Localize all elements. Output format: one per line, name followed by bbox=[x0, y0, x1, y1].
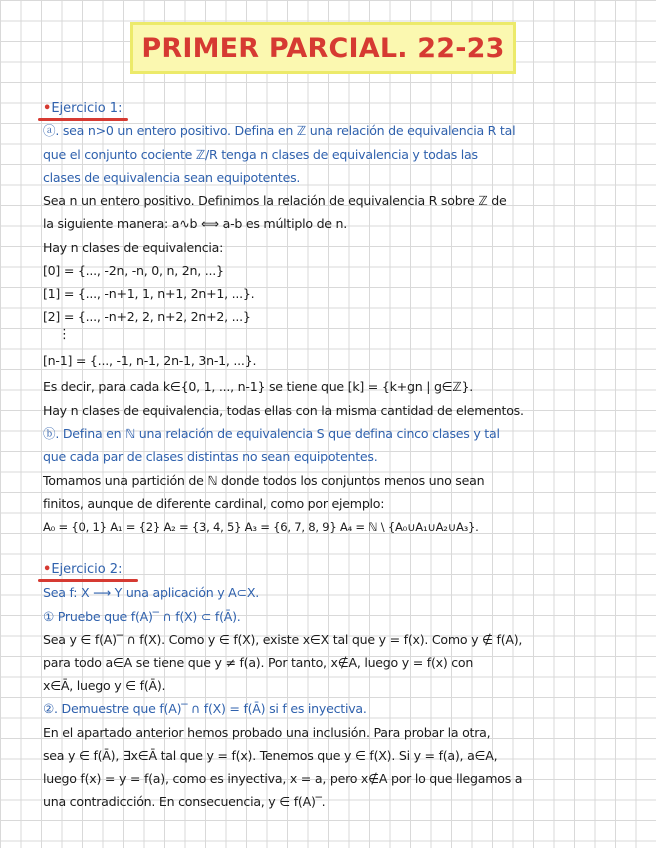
ex1-line: [1] = {..., -n+1, 1, n+1, 2n+1, ...}. bbox=[43, 286, 255, 301]
ex1-line: A₀ = {0, 1} A₁ = {2} A₂ = {3, 4, 5} A₃ = {6, 7, 8, 9} A₄ = ℕ \ {A₀∪A₁∪A₂∪A₃}. bbox=[43, 520, 479, 534]
ex1-line: la siguiente manera: a∿b ⟺ a-b es múltiplo de n. bbox=[43, 216, 348, 231]
title-box bbox=[130, 22, 516, 74]
ex1-line: ⓑ. Defina en ℕ una relación de equivalencia S que defina cinco clases y tal bbox=[43, 426, 500, 441]
exercise-2-underline bbox=[38, 579, 138, 582]
ex2-line: Sea f: X ⟶ Y una aplicación y A⊂X. bbox=[43, 585, 259, 600]
bullet-dot: • bbox=[43, 101, 52, 116]
exercise-1-underline bbox=[38, 118, 128, 121]
exercise-1-heading-text: Ejercicio 1: bbox=[51, 101, 123, 116]
ex2-line: En el apartado anterior hemos probado una inclusión. Para probar la otra, bbox=[43, 725, 491, 740]
ex1-line: ⓐ. sea n>0 un entero positivo. Defina en ℤ una relación de equivalencia R tal bbox=[43, 123, 516, 138]
ex1-line: [n-1] = {..., -1, n-1, 2n-1, 3n-1, ...}. bbox=[43, 353, 257, 368]
ex2-line: sea y ∈ f(Ā), ∃x∈Ā tal que y = f(x). Tenemos que y ∈ f(X). Si y = f(a), a∈A, bbox=[43, 748, 498, 763]
ex1-line: [0] = {..., -2n, -n, 0, n, 2n, ...} bbox=[43, 263, 224, 278]
ex2-line: ②. Demuestre que f(A)‾ ∩ f(X) = f(Ā) si f es inyectiva. bbox=[43, 701, 367, 716]
ex2-line: Sea y ∈ f(A)‾ ∩ f(X). Como y ∈ f(X), existe x∈X tal que y = f(x). Como y ∉ f(A), bbox=[43, 632, 523, 647]
ex2-line: x∈Ā, luego y ∈ f(Ā). bbox=[43, 678, 166, 693]
ex1-vdots: ⋮ bbox=[58, 327, 71, 342]
ex2-line: una contradicción. En consecuencia, y ∈ f(A)‾. bbox=[43, 794, 326, 809]
ex1-line: Sea n un entero positivo. Definimos la relación de equivalencia R sobre ℤ de bbox=[43, 193, 507, 208]
ex2-line: para todo a∈A se tiene que y ≠ f(a). Por tanto, x∉A, luego y = f(x) con bbox=[43, 655, 474, 670]
exercise-2-heading-text: Ejercicio 2: bbox=[51, 562, 123, 577]
page-title: PRIMER PARCIAL. 22-23 bbox=[141, 32, 505, 64]
ex2-line: luego f(x) = y = f(a), como es inyectiva, x = a, pero x∉A por lo que llegamos a bbox=[43, 771, 523, 786]
ex1-line: Es decir, para cada k∈{0, 1, ..., n-1} se tiene que [k] = {k+gn | g∈ℤ}. bbox=[43, 379, 474, 394]
ex1-line: clases de equivalencia sean equipotentes. bbox=[43, 170, 301, 185]
bullet-dot: • bbox=[43, 562, 52, 577]
ex1-line: [2] = {..., -n+2, 2, n+2, 2n+2, ...} bbox=[43, 309, 251, 324]
ex1-line: Tomamos una partición de ℕ donde todos los conjuntos menos uno sean bbox=[43, 473, 485, 488]
ex1-line: que el conjunto cociente ℤ/R tenga n clases de equivalencia y todas las bbox=[43, 147, 478, 162]
exercise-1-heading bbox=[43, 101, 122, 116]
exercise-2-heading bbox=[43, 562, 122, 577]
ex1-line: finitos, aunque de diferente cardinal, como por ejemplo: bbox=[43, 496, 385, 511]
ex1-line: Hay n clases de equivalencia: bbox=[43, 240, 224, 255]
ex2-line: ① Pruebe que f(A)‾ ∩ f(X) ⊂ f(Ā). bbox=[43, 609, 241, 624]
ex1-line: que cada par de clases distintas no sean equipotentes. bbox=[43, 449, 378, 464]
ex1-line: Hay n clases de equivalencia, todas ellas con la misma cantidad de elementos. bbox=[43, 403, 524, 418]
